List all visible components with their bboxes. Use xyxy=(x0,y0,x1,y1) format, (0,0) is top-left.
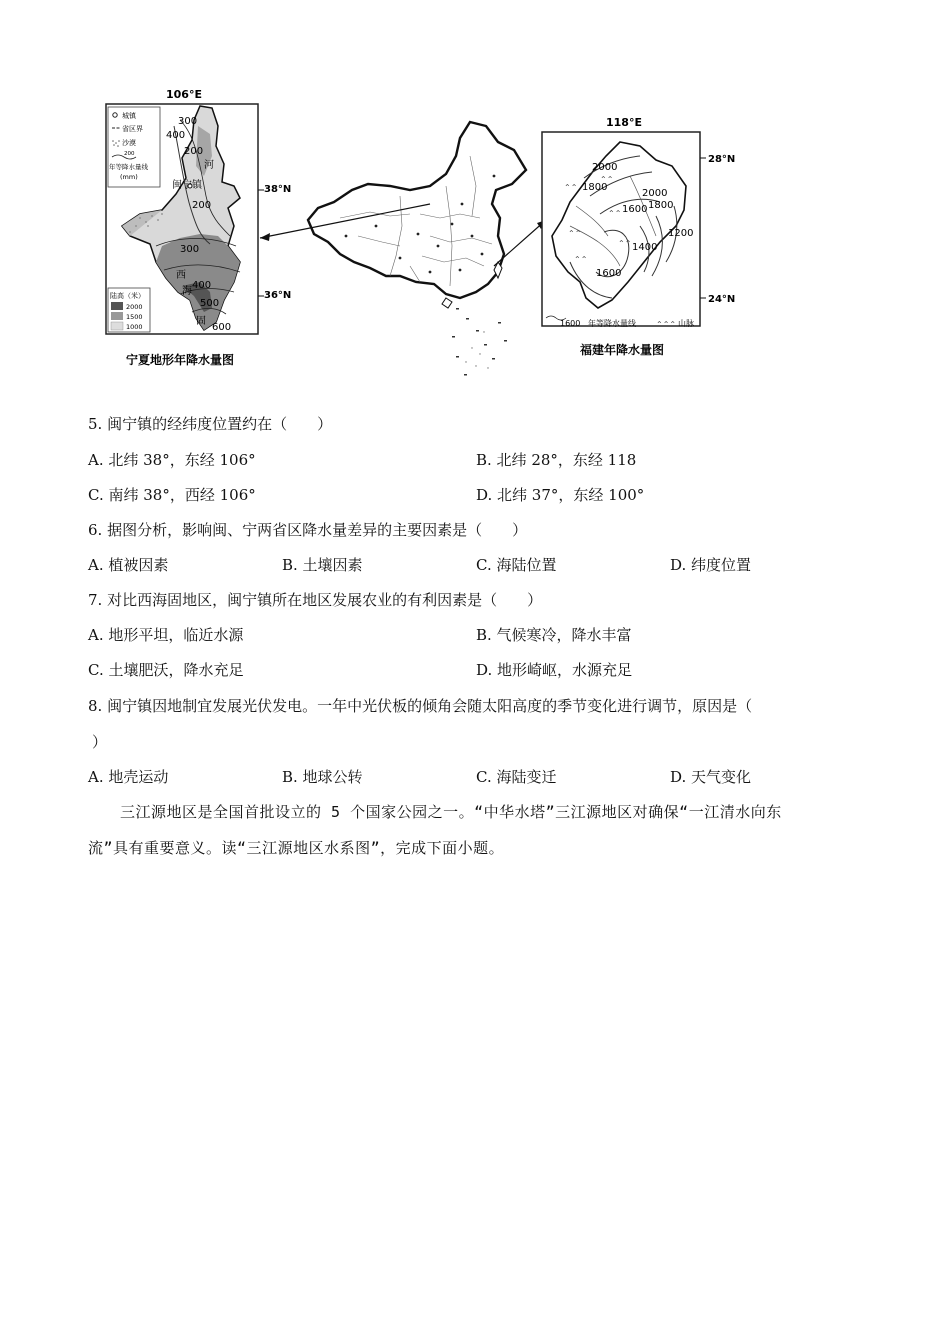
q7-option-b[interactable]: B. 气候寒冷，降水丰富 xyxy=(476,626,632,644)
legend-town: 城镇 xyxy=(122,112,136,120)
ningxia-iso-600: 600 xyxy=(212,322,232,333)
fujian-legend-mountain: 山脉 xyxy=(678,319,694,328)
legend-desert: 沙漠 xyxy=(122,139,136,147)
ningxia-iso-300a: 300 xyxy=(178,116,198,127)
q7-option-c[interactable]: C. 土壤肥沃，降水充足 xyxy=(88,661,244,679)
q7-option-a[interactable]: A. 地形平坦，临近水源 xyxy=(88,626,244,644)
river-label: 河 xyxy=(204,160,214,171)
elev-1500: 1500 xyxy=(126,313,143,321)
ningxia-iso-500: 500 xyxy=(200,298,220,309)
map-figure xyxy=(100,86,760,376)
ningxia-caption: 宁夏地形年降水量图 xyxy=(126,353,235,367)
question-8-stem-cont: ） xyxy=(92,733,108,751)
arrow-to-fujian xyxy=(494,220,546,266)
passage-line-2-text: 流”具有重要意义。读“三江源地区水系图”，完成下面小题。 xyxy=(88,839,505,857)
passage-line-2 xyxy=(88,830,853,866)
fujian-iso-1800a: 1800 xyxy=(582,182,608,193)
q6-option-c[interactable]: C. 海陆位置 xyxy=(476,556,557,574)
svg-text:⌃⌃: ⌃⌃ xyxy=(574,255,588,264)
fujian-lat-24: 24°N xyxy=(708,294,736,305)
fujian-iso-1600a: 1600 xyxy=(622,204,648,215)
q5-option-c[interactable]: C. 南纬 38°，西经 106° xyxy=(88,486,256,504)
svg-text:⌃⌃: ⌃⌃ xyxy=(568,229,582,238)
passage xyxy=(88,794,853,866)
china-map xyxy=(260,122,546,376)
legend-boundary: 省区界 xyxy=(122,125,143,133)
q5-option-a[interactable]: A. 北纬 38°，东经 106° xyxy=(88,451,256,469)
fujian-lat-28: 28°N xyxy=(708,154,736,165)
q5-option-d[interactable]: D. 北纬 37°，东经 100° xyxy=(476,486,645,504)
ningxia-iso-200b: 200 xyxy=(192,200,212,211)
ningxia-lon-label: 106°E xyxy=(166,88,202,101)
xi-label: 西 xyxy=(176,270,186,281)
q6-option-b[interactable]: B. 土壤因素 xyxy=(282,556,363,574)
gu-label: 固 xyxy=(196,316,206,327)
q8-option-c[interactable]: C. 海陆变迁 xyxy=(476,768,557,786)
fujian-iso-1400: 1400 xyxy=(632,242,658,253)
ningxia-lat-38: 38°N xyxy=(264,184,292,195)
fujian-legend-value: 1600 xyxy=(560,319,581,328)
fujian-iso-1200: 1200 xyxy=(668,228,694,239)
q5-option-b[interactable]: B. 北纬 28°，东经 118 xyxy=(476,451,637,469)
passage-line-1 xyxy=(88,794,853,830)
scatter-islands xyxy=(465,331,488,368)
minning-town-label: 闽宁镇 xyxy=(172,180,202,191)
elev-2000: 2000 xyxy=(126,303,143,311)
ningxia-lat-36: 36°N xyxy=(264,290,292,301)
fujian-iso-2000b: 2000 xyxy=(642,188,668,199)
hai-label: 海 xyxy=(182,286,192,297)
china-outline xyxy=(308,122,526,298)
fujian-map xyxy=(542,116,735,357)
hainan xyxy=(442,298,452,308)
q7-option-d[interactable]: D. 地形崎岖，水源充足 xyxy=(476,661,633,679)
elev-title: 陆高（米） xyxy=(110,292,145,300)
fujian-mountain-legend-icon: ⌃⌃⌃ xyxy=(656,320,677,329)
ningxia-map xyxy=(106,88,291,367)
ningxia-iso-200a: 200 xyxy=(184,146,204,157)
fujian-lon-label: 118°E xyxy=(606,116,642,129)
q8-option-b[interactable]: B. 地球公转 xyxy=(282,768,363,786)
fujian-caption: 福建年降水量图 xyxy=(580,343,665,357)
question-5-stem: 5. 闽宁镇的经纬度位置约在（ ） xyxy=(88,415,333,433)
fujian-legend-isoline: 年等降水量线 xyxy=(588,319,636,328)
south-sea-islands xyxy=(452,308,507,376)
fujian-iso-2000a: 2000 xyxy=(592,162,618,173)
question-7-stem: 7. 对比西海固地区，闽宁镇所在地区发展农业的有利因素是（ ） xyxy=(88,591,543,609)
fujian-iso-1600b: 1600 xyxy=(596,268,622,279)
map-figure-svg xyxy=(100,86,760,376)
q6-option-d[interactable]: D. 纬度位置 xyxy=(670,556,752,574)
ningxia-iso-300b: 300 xyxy=(180,244,200,255)
passage-line-1-text: 三江源地区是全国首批设立的 5 个国家公园之一。“中华水塔”三江源地区对确保“一江清水向东 xyxy=(120,803,782,821)
svg-text:⌃⌃: ⌃⌃ xyxy=(600,175,614,184)
question-6-stem: 6. 据图分析，影响闽、宁两省区降水量差异的主要因素是（ ） xyxy=(88,521,528,539)
elev-1000: 1000 xyxy=(126,323,143,331)
legend-unit: (mm) xyxy=(120,173,138,181)
svg-text:⌃⌃: ⌃⌃ xyxy=(564,183,578,192)
ningxia-iso-400a: 400 xyxy=(166,130,186,141)
legend-isoline-value: 200 xyxy=(124,151,135,157)
q8-option-a[interactable]: A. 地壳运动 xyxy=(88,768,169,786)
fujian-iso-1800b: 1800 xyxy=(648,200,674,211)
svg-text:⌃⌃: ⌃⌃ xyxy=(618,239,632,248)
q6-option-a[interactable]: A. 植被因素 xyxy=(88,556,169,574)
q8-option-d[interactable]: D. 天气变化 xyxy=(670,768,752,786)
svg-text:⌃⌃: ⌃⌃ xyxy=(608,209,622,218)
question-8-stem: 8. 闽宁镇因地制宜发展光伏发电。一年中光伏板的倾角会随太阳高度的季节变化进行调节，原因是（ xyxy=(88,697,753,715)
legend-isoline: 年等降水量线 xyxy=(109,163,148,171)
ningxia-iso-400b: 400 xyxy=(192,280,212,291)
